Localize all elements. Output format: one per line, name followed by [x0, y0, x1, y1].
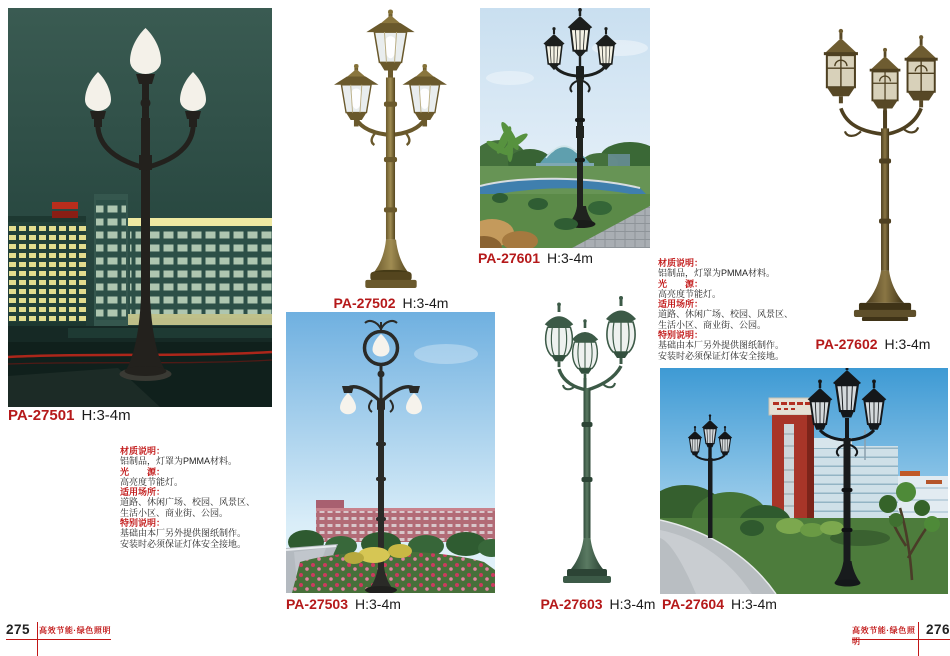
garden-roundabout-scene: [286, 312, 495, 593]
product-height: H:3-4m: [402, 295, 449, 311]
lamp-illustration-pa27502: [322, 6, 460, 294]
spec-text-usage-1: 道路、休闲广场、校园、风景区、: [120, 497, 256, 508]
lamp-illustration-pa27603: [536, 272, 656, 594]
product-code: PA-27603: [540, 596, 603, 612]
footer-left: [6, 623, 111, 640]
lamp-figure-pa27602: [798, 8, 948, 334]
spec-heading-material: 材质说明：: [658, 258, 704, 268]
spec-heading-light: 光 源：: [658, 278, 704, 289]
footer-divider-right: [918, 622, 919, 656]
product-height: H:3-4m: [355, 596, 401, 612]
footer-slogan-left: 高效节能·绿色照明: [39, 626, 112, 635]
spec-heading-usage: 适用场所：: [120, 487, 166, 498]
spec-heading-light: 光 源：: [120, 466, 166, 477]
product-height: H:3-4m: [609, 596, 656, 612]
park-pond-scene: [480, 8, 650, 248]
lamp-figure-pa27603: [536, 272, 656, 594]
product-label-pa27501: [8, 408, 131, 424]
product-label-pa27502: [322, 295, 460, 311]
product-label-pa27503: [286, 596, 401, 612]
footer-slogan-right: 高效节能·绿色照明: [852, 626, 916, 646]
product-height: H:3-4m: [731, 596, 777, 612]
product-code: PA-27502: [333, 295, 396, 311]
spec-text-usage-2: 生活小区、商业街、公园。: [658, 319, 767, 330]
spec-text-usage-2: 生活小区、商业街、公园。: [120, 507, 229, 518]
lamp-figure-pa27502: [322, 6, 460, 294]
product-code: PA-27501: [8, 407, 75, 424]
spec-heading-special: 特别说明：: [120, 518, 166, 529]
product-label-pa27602: [798, 336, 948, 352]
night-street-scene: [8, 8, 272, 407]
footer-right: [852, 622, 950, 646]
spec-text-light: 高亮度节能灯。: [658, 288, 722, 299]
product-code: PA-27602: [815, 336, 878, 352]
product-code: PA-27503: [286, 596, 349, 612]
footer-divider-left: [37, 622, 38, 656]
spec-block-left: [120, 446, 295, 549]
spec-text-special-1: 基础由本厂另外提供图纸制作。: [120, 528, 247, 539]
spec-text-special-2: 安装时必须保证灯体安全接地。: [120, 538, 247, 549]
page-number-right: 276: [925, 622, 950, 637]
product-code: PA-27604: [662, 596, 725, 612]
spec-text-special-2: 安装时必须保证灯体安全接地。: [658, 350, 785, 361]
spec-heading-usage: 适用场所：: [658, 299, 704, 310]
product-height: H:3-4m: [884, 336, 931, 352]
spec-heading-material: 材质说明：: [120, 446, 166, 456]
campus-lakeside-scene: [660, 368, 948, 594]
spec-text-material: 铝制品，灯罩为PMMA材料。: [120, 456, 238, 467]
lamp-illustration-pa27602: [798, 8, 948, 334]
spec-heading-special: 特别说明：: [658, 330, 704, 341]
product-label-pa27603: [528, 596, 668, 612]
product-height: H:3-4m: [81, 407, 131, 424]
product-label-pa27601: [478, 250, 593, 266]
product-label-pa27604: [662, 596, 777, 612]
photo-pa27604: [660, 368, 948, 594]
spec-text-material: 铝制品，灯罩为PMMA材料。: [658, 268, 776, 279]
spec-text-special-1: 基础由本厂另外提供图纸制作。: [658, 340, 785, 351]
product-code: PA-27601: [478, 250, 541, 266]
spec-text-usage-1: 道路、休闲广场、校园、风景区、: [658, 309, 794, 320]
product-height: H:3-4m: [547, 250, 593, 266]
spec-text-light: 高亮度节能灯。: [120, 476, 184, 487]
photo-pa27601: [480, 8, 650, 248]
photo-pa27501: [8, 8, 272, 407]
photo-pa27503: [286, 312, 495, 593]
page-number-left: 275: [6, 622, 31, 637]
